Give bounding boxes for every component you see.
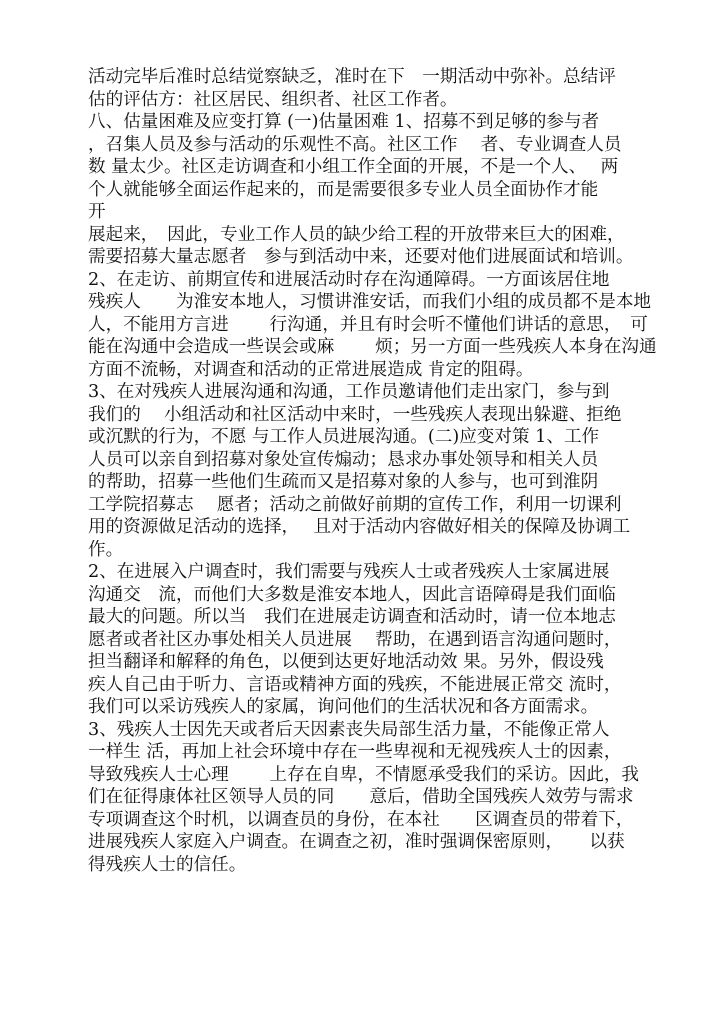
text-line: 能在沟通中会造成一些误会或麻 烦；另一方面一些残疾人本身在沟通 xyxy=(88,337,657,357)
text-line: 个人就能够全面运作起来的，而是需要很多专业人员全面协作才能 xyxy=(88,179,599,200)
text-line: 的帮助，招募一些他们生疏而又是招募对象的人参与，也可到淮阴 xyxy=(88,472,599,492)
text-line: 得残疾人士的信任。 xyxy=(88,854,247,875)
text-line: 估的评估方：社区居民、组织者、社区工作者。 xyxy=(88,89,458,110)
text-line: 作。 xyxy=(88,539,124,560)
text-line: 愿者或者社区办事处相关人员进展 帮助，在遇到语言沟通问题时， xyxy=(88,629,622,650)
text-line: 方面不流畅，对调查和活动的正常进展造成 肯定的阻碍。 xyxy=(88,359,534,380)
text-line: 沟通交 流，而他们大多数是淮安本地人，因此言语障碍是我们面临 xyxy=(88,584,616,605)
text-line: 人员可以亲自到招募对象处宣传煽动；恳求办事处领导和相关人员 xyxy=(88,449,599,470)
text-line: 工学院招募志 愿者；活动之前做好前期的宣传工作，利用一切课利 xyxy=(88,494,622,515)
text-line: 需要招募大量志愿者 参与到活动中来，还要对他们进展面试和培训。 xyxy=(88,247,634,267)
text-line: 用的资源做足活动的选择， 且对于活动内容做好相关的保障及协调工 xyxy=(88,517,631,537)
text-line: 3、在对残疾人进展沟通和沟通，工作员邀请他们走出家门，参与到 xyxy=(88,382,610,402)
text-line: 3、残疾人士因先天或者后天因素丧失局部生活力量，不能像正常人 xyxy=(88,719,610,740)
text-line: 残疾人 为淮安本地人，习惯讲淮安话，而我们小组的成员都不是本地 xyxy=(88,292,652,312)
text-line: 一样生 活，再加上社会环境中存在一些卑视和无视残疾人士的因素， xyxy=(88,742,622,762)
document-body xyxy=(88,66,668,876)
text-line: 们在征得康体社区领导人员的同 意后，借助全国残疾人效劳与需求 xyxy=(88,787,634,807)
text-line: 人，不能用方言进 行沟通，并且有时会听不懂他们讲话的意思， 可 xyxy=(88,314,648,335)
text-line: 担当翻译和解释的角色，以便到达更好地活动效 果。另外，假设残 xyxy=(88,652,604,672)
text-line: 活动完毕后准时总结觉察缺乏，准时在下 一期活动中弥补。总结评 xyxy=(88,67,616,87)
text-line: 进展残疾人家庭入户调查。在调查之初，准时强调保密原则， 以获 xyxy=(88,832,625,852)
text-line: 我们的 小组活动和社区活动中来时，一些残疾人表现出躲避、拒绝 xyxy=(88,404,622,425)
text-line: 展起来， 因此，专业工作人员的缺少给工程的开放带来巨大的困难， xyxy=(88,224,625,245)
text-line: 2、在进展入户调查时，我们需要与残疾人士或者残疾人士家属进展 xyxy=(88,562,610,582)
text-line: 或沉默的行为，不愿 与工作人员进展沟通。(二)应变对策 1、工作 xyxy=(88,427,600,447)
text-line: 疾人自己由于听力、言语或精神方面的残疾，不能进展正常交 流时， xyxy=(88,674,622,695)
text-line: 最大的问题。所以当 我们在进展走访调查和活动时，请一位本地志 xyxy=(88,607,616,627)
text-line: 我们可以采访残疾人的家属，询问他们的生活状况和各方面需求。 xyxy=(88,697,599,717)
text-line: 八、估量困难及应变打算 (一)估量困难 1、招募不到足够的参与者 xyxy=(88,112,600,132)
text-line: 开 xyxy=(88,202,106,222)
text-line: ，召集人员及参与活动的乐观性不高。社区工作 者、专业调查人员 xyxy=(88,134,622,155)
text-line: 专项调查这个时机，以调查员的身份，在本社 区调查员的带着下， xyxy=(88,809,634,830)
text-line: 2、在走访、前期宣传和进展活动时存在沟通障碍。一方面该居住地 xyxy=(88,269,610,290)
text-line: 导致残疾人士心理 上存在自卑，不情愿承受我们的采访。因此，我 xyxy=(88,764,640,785)
text-line: 数 量太少。社区走访调查和小组工作全面的开展，不是一个人、 两 xyxy=(88,157,619,177)
